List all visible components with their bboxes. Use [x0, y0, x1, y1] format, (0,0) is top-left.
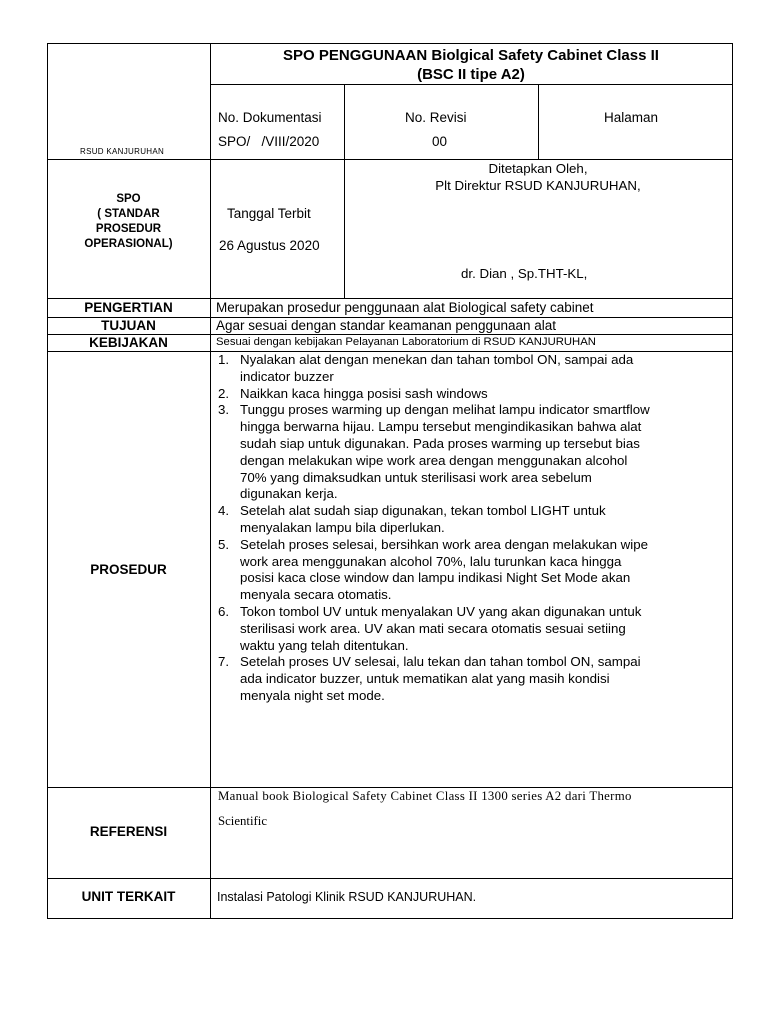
procedure-step-line: menyala night set mode. — [240, 687, 385, 703]
approver-name: dr. Dian , Sp.THT-KL, — [461, 266, 588, 281]
approver-title: Plt Direktur RSUD KANJURUHAN, — [435, 178, 641, 193]
border-top — [47, 43, 733, 44]
procedure-step-number: 2. — [218, 385, 230, 401]
issue-date-label: Tanggal Terbit — [227, 206, 311, 221]
document-title — [210, 46, 732, 84]
border-right — [732, 43, 733, 919]
procedure-step — [218, 352, 728, 386]
procedure-step-line: indicator buzzer — [240, 368, 334, 384]
procedure-list — [218, 352, 728, 705]
tujuan-label: TUJUAN — [101, 318, 156, 333]
procedure-step-line: work area menggunakan alcohol 70%, lalu turunkan kaca hingga — [240, 553, 622, 569]
procedure-step-number: 1. — [218, 352, 230, 367]
procedure-step-line: posisi kaca close window dan lampu indikasi Night Set Mode akan — [240, 570, 631, 586]
border-title-bottom — [210, 84, 733, 85]
procedure-step-number: 7. — [218, 654, 230, 670]
border-label-column — [210, 43, 211, 919]
border-prosedur-bottom — [47, 787, 733, 788]
page-label: Halaman — [604, 110, 659, 125]
procedure-step-line: Naikkan kaca hingga posisi sash windows — [240, 385, 488, 401]
spo-label-line2: ( STANDAR — [97, 208, 160, 220]
doc-number-value: SPO/ /VIII/2020 — [218, 134, 320, 149]
procedure-step-line: dengan melakukan wipe work area dengan menggunakan alcohol — [240, 452, 628, 468]
document-title-line1: SPO PENGGUNAAN Biolgical Safety Cabinet Class II — [283, 47, 659, 64]
doc-number-label: No. Dokumentasi — [218, 110, 322, 125]
procedure-step-line: ada indicator buzzer, untuk mematikan alat yang masih kondisi — [240, 671, 610, 687]
border-bottom — [47, 918, 733, 919]
procedure-step-line: Setelah alat sudah siap digunakan, tekan tombol LIGHT untuk — [240, 503, 606, 519]
procedure-step-number: 6. — [218, 603, 230, 619]
procedure-step-line: Setelah proses selesai, bersihkan work area dengan melakukan wipe — [240, 536, 649, 552]
referensi-line2: Scientific — [218, 814, 268, 828]
referensi-line1: Manual book Biological Safety Cabinet Class II 1300 series A2 dari Thermo — [218, 789, 632, 803]
procedure-step-line: 70% yang dimaksudkan untuk sterilisasi work area sebelum — [240, 469, 592, 485]
issue-date-value: 26 Agustus 2020 — [219, 238, 320, 253]
procedure-step-number: 3. — [218, 402, 230, 418]
unit-terkait-label: UNIT TERKAIT — [81, 889, 176, 904]
revision-label: No. Revisi — [405, 110, 467, 125]
border-left — [47, 43, 48, 919]
hospital-name: RSUD KANJURUHAN — [80, 147, 165, 156]
procedure-step-line: Tokon tombol UV untuk menyalakan UV yang akan digunakan untuk — [240, 603, 642, 619]
procedure-step-line: hingga berwarna hijau. Lampu tersebut mengindikasikan bahwa alat — [240, 419, 642, 435]
procedure-step-line: waktu yang telah ditentukan. — [240, 637, 409, 653]
prosedur-label: PROSEDUR — [90, 562, 167, 577]
procedure-step-line: Tunggu proses warming up dengan melihat lampu indicator smartflow — [240, 402, 650, 418]
kebijakan-text: Sesuai dengan kebijakan Pelayanan Laboratorium di RSUD KANJURUHAN — [216, 336, 596, 348]
kebijakan-label: KEBIJAKAN — [89, 335, 168, 350]
referensi-label: REFERENSI — [89, 824, 168, 839]
procedure-step-number: 4. — [218, 503, 230, 519]
procedure-step-number: 5. — [218, 536, 230, 552]
border-referensi-bottom — [47, 878, 733, 879]
spo-label-line3: PROSEDUR — [95, 223, 162, 235]
procedure-step — [218, 604, 728, 654]
procedure-step-line: menyalakan lampu bila diperlukan. — [240, 519, 445, 535]
unit-terkait-text: Instalasi Patologi Klinik RSUD KANJURUHAN. — [217, 890, 477, 904]
pengertian-label: PENGERTIAN — [84, 300, 173, 315]
spo-label-line4: OPERASIONAL) — [84, 238, 173, 250]
tujuan-text: Agar sesuai dengan standar keamanan penggunaan alat — [216, 318, 557, 333]
procedure-step-line: sudah siap untuk digunakan. Pada proses warming up tersebut bias — [240, 435, 640, 451]
border-revision-page-divider — [538, 84, 539, 160]
procedure-step — [218, 537, 728, 604]
procedure-step-line: Nyalakan alat dengan menekan dan tahan tombol ON, sampai ada — [240, 352, 634, 367]
approved-by: Ditetapkan Oleh, — [488, 161, 588, 176]
procedure-step-line: Setelah proses UV selesai, lalu tekan dan tahan tombol ON, sampai — [240, 654, 641, 670]
procedure-step — [218, 386, 728, 403]
procedure-step — [218, 503, 728, 537]
procedure-step-line: digunakan kerja. — [240, 486, 338, 502]
pengertian-text: Merupakan prosedur penggunaan alat Biological safety cabinet — [216, 300, 594, 315]
border-header-bottom — [47, 159, 733, 160]
document-title-line2: (BSC II tipe A2) — [417, 66, 525, 83]
border-spo-bottom — [47, 298, 733, 299]
procedure-step — [218, 402, 728, 503]
spo-label-line1: SPO — [116, 193, 141, 205]
spo-label — [47, 192, 210, 252]
procedure-step-line: sterilisasi work area. UV akan mati secara otomatis sesuai setiing — [240, 620, 626, 636]
procedure-step-line: menyala secara otomatis. — [240, 587, 392, 603]
revision-value: 00 — [432, 134, 448, 149]
procedure-step — [218, 654, 728, 704]
